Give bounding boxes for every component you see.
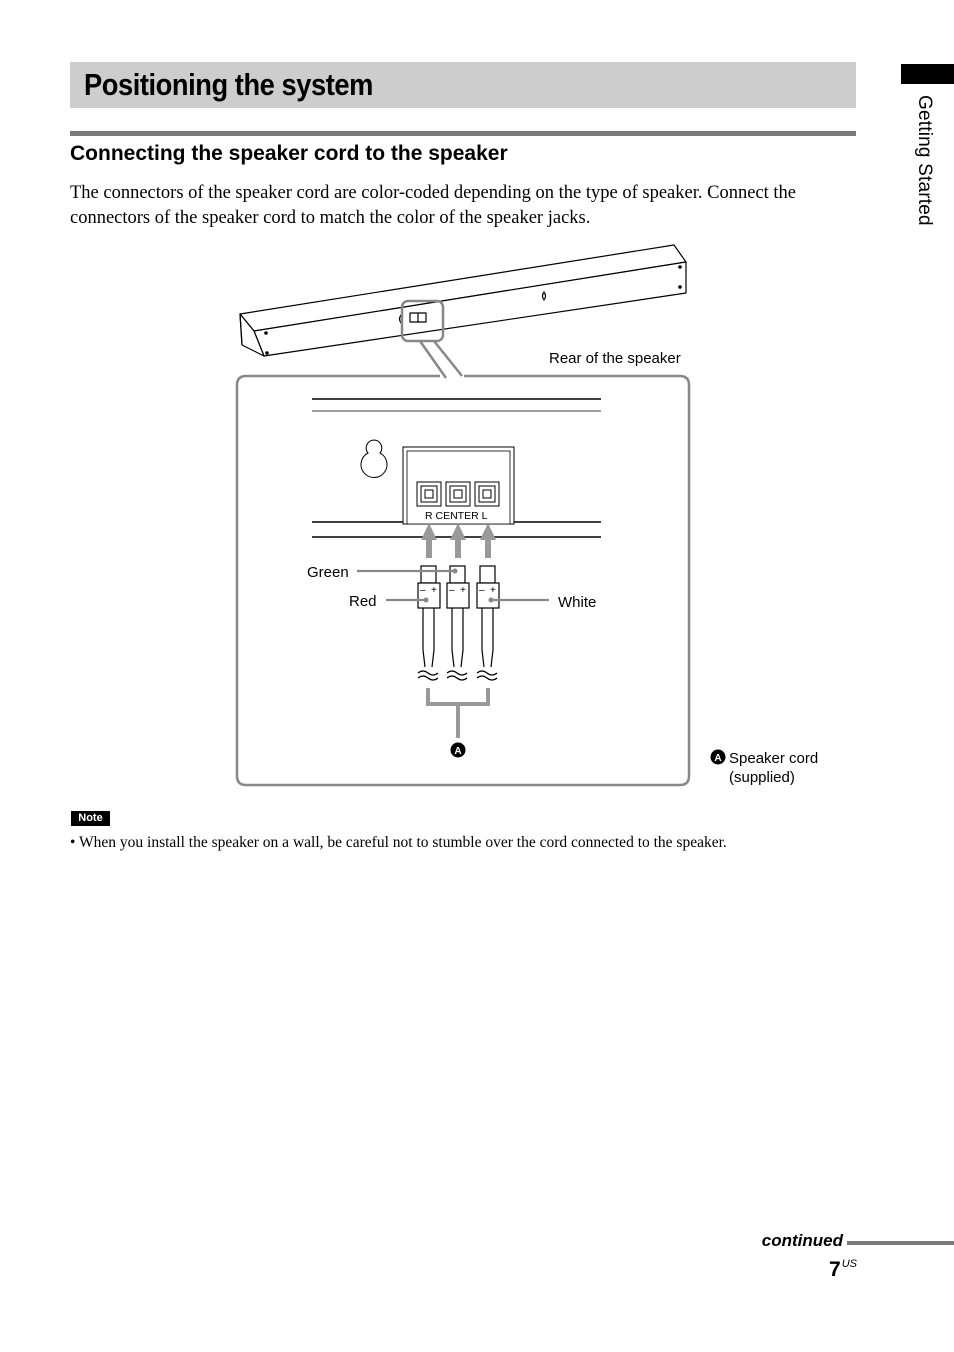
callout-marker-letter: A [454, 746, 462, 757]
legend-marker-a-icon [711, 750, 726, 765]
page-number-value: 7 [829, 1258, 841, 1281]
note-badge: Note [71, 811, 110, 826]
white-label: White [558, 594, 597, 611]
continued-label: continued [761, 1231, 843, 1250]
svg-text:+: + [460, 585, 466, 596]
section-title: Positioning the system [84, 67, 373, 102]
svg-text:–: – [449, 585, 455, 596]
speaker-jacks [417, 482, 499, 506]
callout-marker-a-icon [451, 743, 466, 758]
cord-bracket [428, 688, 488, 738]
body-paragraph: The connectors of the speaker cord are color-coded depending on the type of speaker. Connect the connectors of the speaker cord to match the color of the speaker jacks. [70, 183, 796, 228]
wall-mount-hole-icon [361, 440, 387, 478]
speaker-bar-illustration [240, 245, 686, 356]
insert-direction-arrows [421, 523, 496, 558]
svg-text:–: – [420, 585, 426, 596]
svg-text:+: + [431, 585, 437, 596]
green-label: Green [307, 564, 349, 581]
legend-line-1: Speaker cord [729, 750, 819, 767]
red-label: Red [349, 593, 377, 610]
page-number [829, 1258, 857, 1282]
chapter-tab-label: Getting Started [914, 95, 935, 226]
subsection-heading: Connecting the speaker cord to the speaker [70, 142, 508, 165]
svg-text:–: – [479, 585, 485, 596]
rear-of-speaker-label: Rear of the speaker [549, 350, 681, 367]
note-text: • When you install the speaker on a wall, be careful not to stumble over the cord connected to the speaker. [70, 834, 727, 851]
continued-bar [847, 1241, 954, 1245]
page-number-suffix: US [841, 1258, 857, 1270]
svg-text:+: + [490, 585, 496, 596]
legend-line-2: (supplied) [729, 769, 795, 786]
legend-marker-letter: A [714, 753, 722, 764]
speaker-cords [418, 608, 497, 680]
jack-label: R CENTER L [425, 510, 488, 522]
